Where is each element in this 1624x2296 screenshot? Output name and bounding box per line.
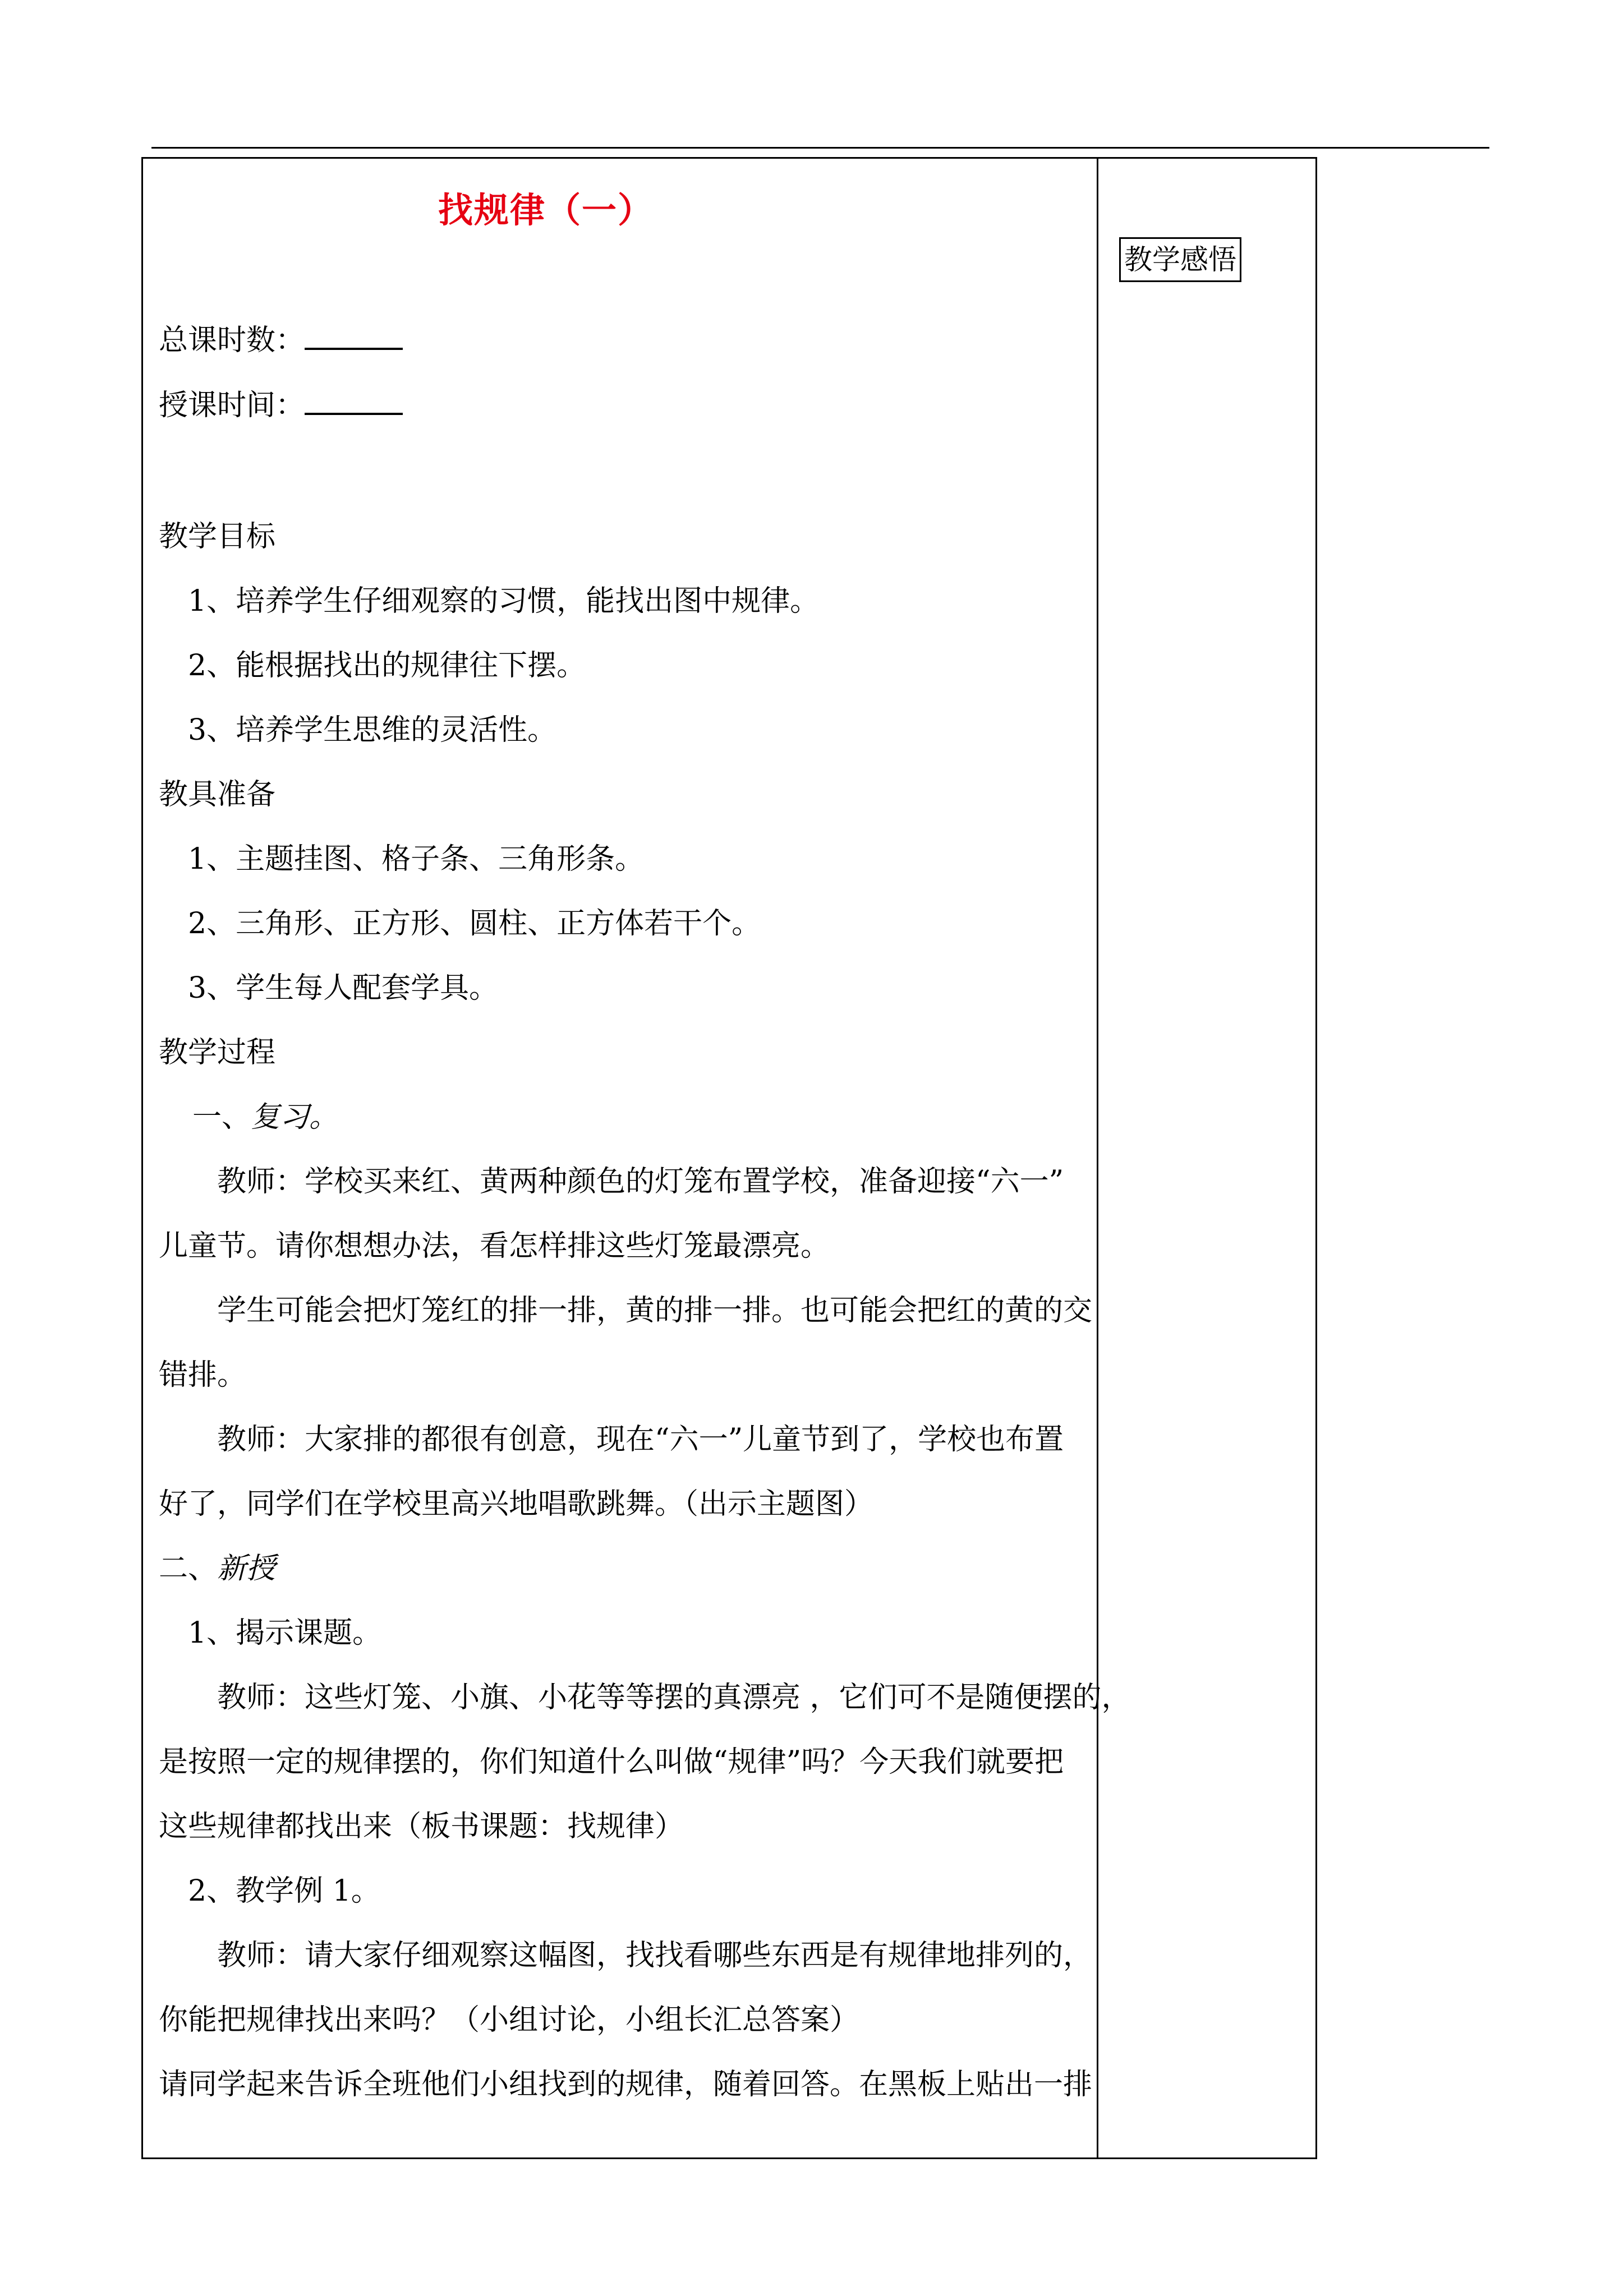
column-divider [1097,159,1098,2157]
new-title: 新授 [217,1552,276,1585]
paragraph-line: 教师：大家排的都很有创意，现在“六一”儿童节到了，学校也布置 [217,1423,1064,1456]
goals-heading: 教学目标 [159,520,276,554]
teach-time-blank[interactable] [305,390,403,415]
new-num: 二、 [159,1552,218,1585]
main-column [159,159,1131,2157]
goal-item: 1、培养学生仔细观察的习惯，能找出图中规律。 [188,584,820,618]
paragraph-line: 教师：请大家仔细观察这幅图，找找看哪些东西是有规律地排列的， [217,1939,1093,1972]
lesson-table [141,157,1317,2159]
tool-item: 2、三角形、正方形、圆柱、正方体若干个。 [188,907,761,940]
review-num: 一、 [192,1100,251,1134]
goal-item: 2、能根据找出的规律往下摆。 [188,649,586,683]
total-hours-blank[interactable] [305,325,403,350]
side-column [1114,159,1299,2157]
new-heading [159,1550,1090,1588]
paragraph-line: 是按照一定的规律摆的，你们知道什么叫做“规律”吗？今天我们就要把 [159,1745,1064,1779]
tool-item: 1、主题挂图、格子条、三角形条。 [188,842,645,876]
review-title: 复习。 [251,1100,339,1134]
review-heading [159,1098,1124,1136]
tool-item: 3、学生每人配套学具。 [188,971,499,1005]
header-rule [151,147,1489,149]
reflection-label: 教学感悟 [1119,237,1241,282]
tools-heading: 教具准备 [159,778,276,812]
paragraph-line: 你能把规律找出来吗？（小组讨论，小组长汇总答案） [159,2003,859,2037]
subheading: 2、教学例 1。 [188,1874,380,1908]
teach-time-label: 授课时间： [159,389,305,422]
paragraph-line: 请同学起来告诉全班他们小组找到的规律，随着回答。在黑板上贴出一排 [159,2068,1093,2101]
subheading: 1、揭示课题。 [188,1616,382,1650]
paragraph-line: 好了，同学们在学校里高兴地唱歌跳舞。（出示主题图） [159,1487,874,1521]
goal-item: 3、培养学生思维的灵活性。 [188,713,557,747]
lesson-title: 找规律（一） [438,190,654,230]
paragraph-line: 学生可能会把灯笼红的排一排，黄的排一排。也可能会把红的黄的交 [217,1294,1093,1327]
total-hours-label: 总课时数： [159,324,305,357]
paragraph-line: 教师：这些灯笼、小旗、小花等等摆的真漂亮 ，它们可不是随便摆的， [217,1681,1131,1714]
paragraph-line: 这些规律都找出来（板书课题：找规律） [159,1810,684,1843]
paragraph-line: 儿童节。请你想想办法，看怎样排这些灯笼最漂亮。 [159,1229,830,1263]
paragraph-line: 错排。 [159,1358,247,1392]
process-heading: 教学过程 [159,1036,276,1069]
total-hours-row [159,321,1090,359]
teach-time-row [159,386,1090,425]
paragraph-line: 教师：学校买来红、黄两种颜色的灯笼布置学校，准备迎接“六一” [217,1165,1064,1198]
